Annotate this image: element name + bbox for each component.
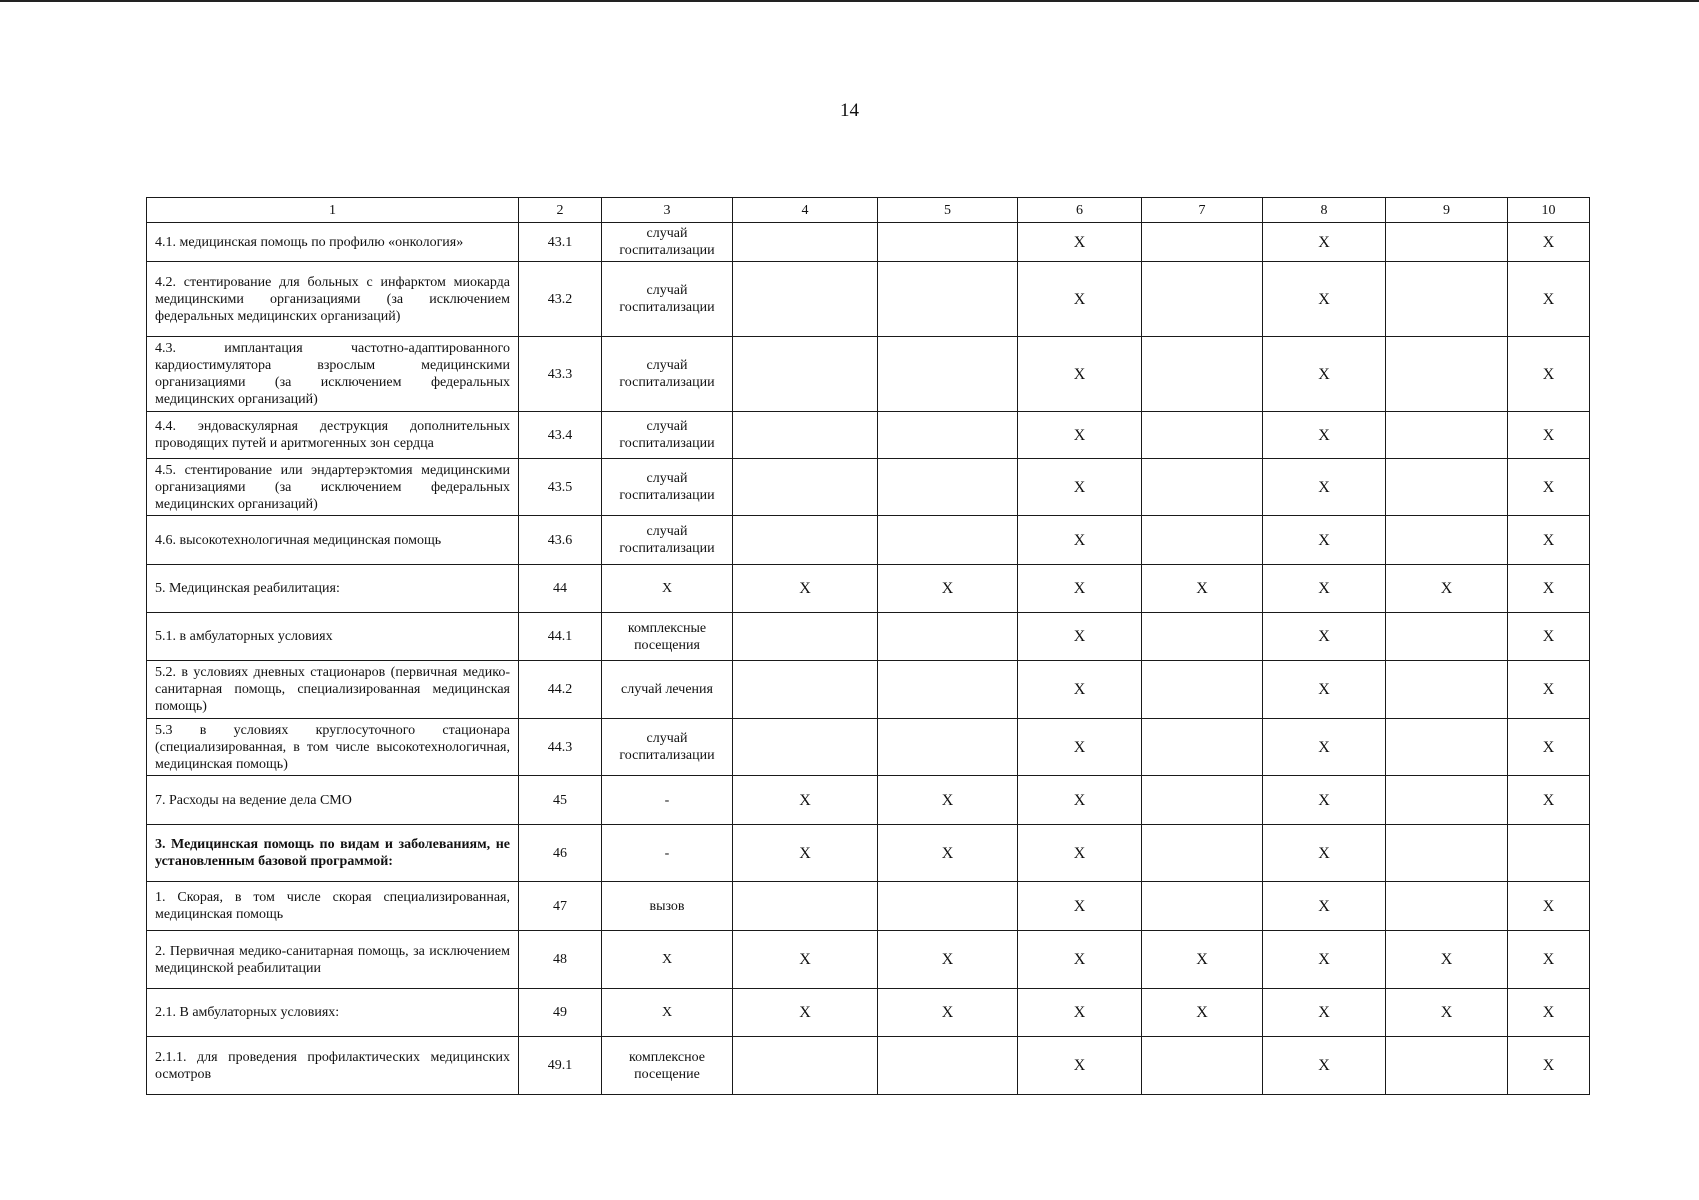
row-cell-col-9: [1386, 412, 1508, 459]
row-cell-col-7: [1142, 459, 1263, 516]
row-cell-col-8: X: [1263, 565, 1386, 613]
row-description: 5. Медицинская реабилитация:: [147, 565, 519, 613]
row-cell-col-4: X: [733, 565, 878, 613]
row-cell-col-6: X: [1018, 882, 1142, 931]
row-description: 3. Медицинская помощь по видам и заболеваниям, не установленным базовой программой:: [147, 825, 519, 882]
row-cell-col-5: [878, 459, 1018, 516]
row-cell-col-5: [878, 412, 1018, 459]
row-cell-col-9: [1386, 459, 1508, 516]
row-cell-col-4: [733, 337, 878, 412]
row-cell-col-5: [878, 262, 1018, 337]
row-code: 43.6: [519, 516, 602, 565]
row-unit: комплексное посещение: [602, 1037, 733, 1095]
row-description: 5.1. в амбулаторных условиях: [147, 613, 519, 661]
row-cell-col-7: [1142, 825, 1263, 882]
row-cell-col-7: [1142, 412, 1263, 459]
column-header-1: 1: [147, 198, 519, 223]
table-row: [147, 459, 1590, 516]
table-body: [147, 198, 1590, 1095]
row-code: 43.2: [519, 262, 602, 337]
row-unit: вызов: [602, 882, 733, 931]
row-cell-col-7: [1142, 1037, 1263, 1095]
column-header-10: 10: [1508, 198, 1590, 223]
row-cell-col-8: X: [1263, 882, 1386, 931]
row-unit: случай госпитализации: [602, 223, 733, 262]
row-description: 4.1. медицинская помощь по профилю «онкология»: [147, 223, 519, 262]
row-cell-col-10: X: [1508, 613, 1590, 661]
row-cell-col-7: [1142, 882, 1263, 931]
row-code: 49: [519, 989, 602, 1037]
table-row: [147, 989, 1590, 1037]
row-code: 47: [519, 882, 602, 931]
row-code: 49.1: [519, 1037, 602, 1095]
row-cell-col-5: X: [878, 931, 1018, 989]
column-header-2: 2: [519, 198, 602, 223]
row-code: 44.2: [519, 661, 602, 719]
row-unit: X: [602, 565, 733, 613]
row-code: 44.3: [519, 719, 602, 776]
row-unit: случай госпитализации: [602, 719, 733, 776]
row-cell-col-9: [1386, 882, 1508, 931]
row-description: 2.1.1. для проведения профилактических медицинских осмотров: [147, 1037, 519, 1095]
row-cell-col-7: X: [1142, 989, 1263, 1037]
page-top-edge: [0, 0, 1699, 2]
row-cell-col-10: X: [1508, 565, 1590, 613]
row-cell-col-8: X: [1263, 661, 1386, 719]
row-code: 43.4: [519, 412, 602, 459]
row-cell-col-6: X: [1018, 719, 1142, 776]
row-cell-col-8: X: [1263, 989, 1386, 1037]
row-cell-col-7: X: [1142, 565, 1263, 613]
row-cell-col-8: X: [1263, 1037, 1386, 1095]
table-row: [147, 825, 1590, 882]
table-row: [147, 719, 1590, 776]
column-header-6: 6: [1018, 198, 1142, 223]
row-cell-col-8: X: [1263, 516, 1386, 565]
row-cell-col-10: X: [1508, 412, 1590, 459]
row-code: 43.1: [519, 223, 602, 262]
row-description: 4.6. высокотехнологичная медицинская помощь: [147, 516, 519, 565]
row-cell-col-6: X: [1018, 1037, 1142, 1095]
row-cell-col-8: X: [1263, 412, 1386, 459]
row-description: 7. Расходы на ведение дела СМО: [147, 776, 519, 825]
row-cell-col-8: X: [1263, 262, 1386, 337]
row-cell-col-5: [878, 516, 1018, 565]
row-cell-col-8: X: [1263, 459, 1386, 516]
row-unit: случай лечения: [602, 661, 733, 719]
row-cell-col-10: X: [1508, 516, 1590, 565]
row-cell-col-5: X: [878, 565, 1018, 613]
row-cell-col-10: X: [1508, 262, 1590, 337]
row-cell-col-4: X: [733, 776, 878, 825]
table-row: [147, 412, 1590, 459]
page-number: 14: [840, 100, 859, 121]
row-cell-col-10: X: [1508, 661, 1590, 719]
row-cell-col-10: X: [1508, 882, 1590, 931]
row-code: 44.1: [519, 613, 602, 661]
row-cell-col-10: X: [1508, 719, 1590, 776]
row-cell-col-4: [733, 719, 878, 776]
row-cell-col-10: [1508, 825, 1590, 882]
row-cell-col-4: X: [733, 989, 878, 1037]
row-cell-col-10: X: [1508, 931, 1590, 989]
row-cell-col-4: X: [733, 931, 878, 989]
row-cell-col-7: [1142, 223, 1263, 262]
row-cell-col-7: [1142, 776, 1263, 825]
table-row: [147, 337, 1590, 412]
row-cell-col-7: [1142, 613, 1263, 661]
row-cell-col-9: [1386, 825, 1508, 882]
row-cell-col-4: [733, 223, 878, 262]
row-cell-col-6: X: [1018, 337, 1142, 412]
row-cell-col-7: X: [1142, 931, 1263, 989]
row-unit: случай госпитализации: [602, 262, 733, 337]
row-cell-col-5: X: [878, 776, 1018, 825]
row-cell-col-6: X: [1018, 223, 1142, 262]
row-cell-col-4: [733, 516, 878, 565]
row-cell-col-6: X: [1018, 661, 1142, 719]
row-cell-col-5: [878, 223, 1018, 262]
row-cell-col-6: X: [1018, 989, 1142, 1037]
row-cell-col-8: X: [1263, 776, 1386, 825]
column-header-7: 7: [1142, 198, 1263, 223]
table-row: [147, 661, 1590, 719]
row-cell-col-4: [733, 882, 878, 931]
table-row: [147, 223, 1590, 262]
table-row: [147, 931, 1590, 989]
row-cell-col-6: X: [1018, 459, 1142, 516]
row-code: 44: [519, 565, 602, 613]
row-cell-col-9: [1386, 337, 1508, 412]
row-unit: случай госпитализации: [602, 337, 733, 412]
table-row: [147, 613, 1590, 661]
row-cell-col-4: X: [733, 825, 878, 882]
table-row: [147, 1037, 1590, 1095]
row-cell-col-4: [733, 661, 878, 719]
row-code: 43.3: [519, 337, 602, 412]
row-code: 45: [519, 776, 602, 825]
row-cell-col-9: X: [1386, 989, 1508, 1037]
row-description: 4.5. стентирование или эндартерэктомия медицинскими организациями (за исключением федеральных медицинских организаций): [147, 459, 519, 516]
row-cell-col-5: [878, 882, 1018, 931]
row-cell-col-9: [1386, 613, 1508, 661]
header-row: [147, 198, 1590, 223]
row-cell-col-5: [878, 613, 1018, 661]
row-cell-col-4: [733, 262, 878, 337]
row-cell-col-10: X: [1508, 223, 1590, 262]
row-description: 5.2. в условиях дневных стационаров (первичная медико-санитарная помощь, специализированная медицинская помощь): [147, 661, 519, 719]
row-cell-col-5: X: [878, 825, 1018, 882]
row-cell-col-8: X: [1263, 223, 1386, 262]
table-row: [147, 565, 1590, 613]
row-cell-col-4: [733, 1037, 878, 1095]
row-cell-col-9: X: [1386, 565, 1508, 613]
row-cell-col-6: X: [1018, 262, 1142, 337]
row-cell-col-8: X: [1263, 931, 1386, 989]
row-cell-col-5: [878, 661, 1018, 719]
row-cell-col-6: X: [1018, 776, 1142, 825]
row-cell-col-9: X: [1386, 931, 1508, 989]
column-header-5: 5: [878, 198, 1018, 223]
row-cell-col-9: [1386, 776, 1508, 825]
row-cell-col-4: [733, 412, 878, 459]
row-unit: комплексные посещения: [602, 613, 733, 661]
row-cell-col-5: X: [878, 989, 1018, 1037]
row-cell-col-8: X: [1263, 719, 1386, 776]
row-cell-col-5: [878, 1037, 1018, 1095]
row-cell-col-8: X: [1263, 613, 1386, 661]
row-cell-col-4: [733, 459, 878, 516]
row-cell-col-6: X: [1018, 931, 1142, 989]
row-cell-col-9: [1386, 223, 1508, 262]
column-header-9: 9: [1386, 198, 1508, 223]
column-header-4: 4: [733, 198, 878, 223]
table-row: [147, 776, 1590, 825]
row-description: 1. Скорая, в том числе скорая специализированная, медицинская помощь: [147, 882, 519, 931]
row-description: 5.3 в условиях круглосуточного стационара (специализированная, в том числе высокотехнологичная, медицинская помощь): [147, 719, 519, 776]
data-table: [146, 197, 1590, 1095]
row-unit: случай госпитализации: [602, 516, 733, 565]
row-cell-col-6: X: [1018, 613, 1142, 661]
row-unit: -: [602, 776, 733, 825]
table-row: [147, 882, 1590, 931]
row-cell-col-10: X: [1508, 1037, 1590, 1095]
row-cell-col-10: X: [1508, 776, 1590, 825]
row-code: 48: [519, 931, 602, 989]
row-cell-col-6: X: [1018, 412, 1142, 459]
row-cell-col-9: [1386, 719, 1508, 776]
row-cell-col-10: X: [1508, 989, 1590, 1037]
row-cell-col-4: [733, 613, 878, 661]
row-cell-col-7: [1142, 719, 1263, 776]
column-header-3: 3: [602, 198, 733, 223]
row-cell-col-7: [1142, 337, 1263, 412]
row-unit: -: [602, 825, 733, 882]
row-description: 4.2. стентирование для больных с инфарктом миокарда медицинскими организациями (за исключением федеральных медицинских организаций): [147, 262, 519, 337]
table-row: [147, 516, 1590, 565]
row-cell-col-9: [1386, 516, 1508, 565]
row-cell-col-9: [1386, 1037, 1508, 1095]
row-cell-col-10: X: [1508, 337, 1590, 412]
row-cell-col-6: X: [1018, 825, 1142, 882]
table-row: [147, 262, 1590, 337]
row-cell-col-8: X: [1263, 337, 1386, 412]
row-cell-col-7: [1142, 661, 1263, 719]
row-cell-col-6: X: [1018, 516, 1142, 565]
row-unit: случай госпитализации: [602, 412, 733, 459]
row-cell-col-7: [1142, 516, 1263, 565]
column-header-8: 8: [1263, 198, 1386, 223]
row-code: 43.5: [519, 459, 602, 516]
row-unit: случай госпитализации: [602, 459, 733, 516]
row-description: 4.4. эндоваскулярная деструкция дополнительных проводящих путей и аритмогенных зон сердца: [147, 412, 519, 459]
row-cell-col-5: [878, 337, 1018, 412]
row-description: 2.1. В амбулаторных условиях:: [147, 989, 519, 1037]
row-code: 46: [519, 825, 602, 882]
row-unit: X: [602, 989, 733, 1037]
row-description: 4.3. имплантация частотно-адаптированного кардиостимулятора взрослым медицинскими организациями (за исключением федеральных медицинских организаций): [147, 337, 519, 412]
row-cell-col-9: [1386, 661, 1508, 719]
row-cell-col-9: [1386, 262, 1508, 337]
row-cell-col-7: [1142, 262, 1263, 337]
row-cell-col-8: X: [1263, 825, 1386, 882]
row-unit: X: [602, 931, 733, 989]
row-cell-col-10: X: [1508, 459, 1590, 516]
row-cell-col-5: [878, 719, 1018, 776]
row-description: 2. Первичная медико-санитарная помощь, за исключением медицинской реабилитации: [147, 931, 519, 989]
row-cell-col-6: X: [1018, 565, 1142, 613]
